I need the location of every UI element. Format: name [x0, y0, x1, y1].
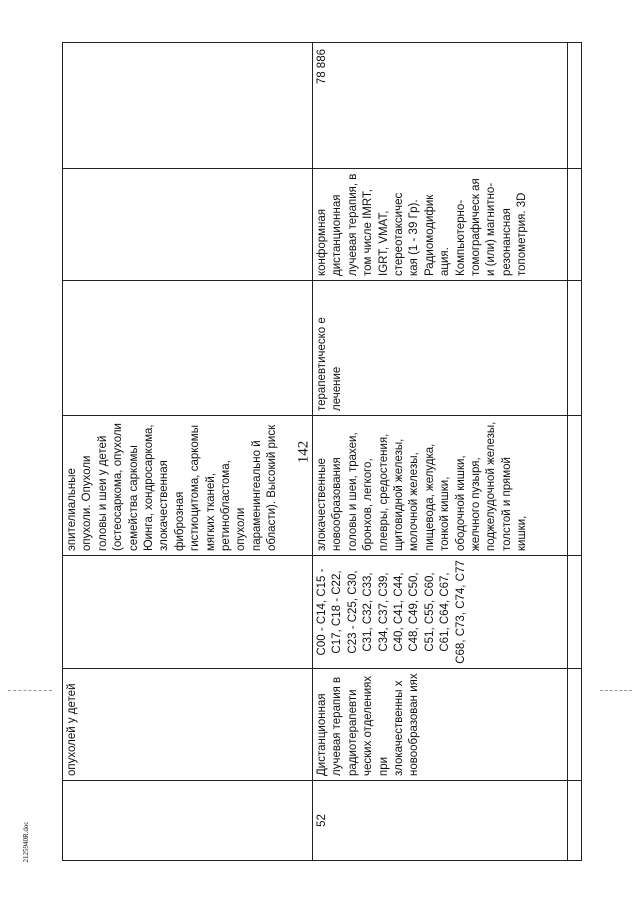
cost-value: 78 886	[313, 43, 568, 169]
table-row	[568, 43, 582, 861]
rotated-page	[62, 43, 601, 861]
table-cell	[63, 781, 313, 861]
treatment-type: терапевтическо е лечение	[313, 281, 568, 416]
row-number: 52	[313, 781, 568, 861]
page-number: 142	[295, 440, 312, 464]
treatment-method: конформная дистанционная лучевая терапия, в том числе IMRT, IGRT, VMAT, стереотаксичес кая (1 - 39 Гр). Радиомодифик ация. Компьютерно- томографическ ая и (или) магнитно- резонансная топометрия. 3D	[313, 169, 568, 281]
table-cell	[63, 169, 313, 281]
table-cell	[63, 43, 313, 169]
table-cell	[568, 281, 582, 416]
table-cell: эпителиальные опухоли. Опухоли головы и шеи у детей (остеосаркома, опухоли семейства саркомы Юинга, хондросаркома, злокачественная фиброзная гистиоцитома, саркомы мягких тканей, ретинобластома, опухоли параменингеально й области). Высокий риск	[63, 416, 313, 556]
table-cell	[63, 556, 313, 669]
margin-dash	[600, 690, 632, 691]
table-cell	[568, 781, 582, 861]
table-cell	[63, 281, 313, 416]
diagnosis: злокачественные новообразования головы и шеи, трахеи, бронхов, легкого, плевры, средостения, щитовидной железы, молочной железы, пищевода, желудка, тонкой кишки, ободочной кишки, желчного пузыря, поджелудочной железы, толстой и прямой кишки,	[313, 416, 568, 556]
table-row	[313, 43, 568, 861]
service-name: Дистанционная лучевая терапия в радиотерапевти ческих отделениях при злокачественны х новообразован иях	[313, 669, 568, 781]
icd-codes: C00 - C14, C15 - C17, C18 - C22, C23 - C25, C30, C31, C32, C33, C34, C37, C39, C40, C41, C44, C48, C49, C50, C51, C55, C60, C61, C64, C67, C68, C73, C74, C77	[313, 556, 568, 669]
table-cell	[568, 669, 582, 781]
file-id: 2125940R.doc	[22, 821, 30, 863]
table-cell: опухолей у детей	[63, 669, 313, 781]
table-cell	[568, 416, 582, 556]
services-table	[62, 42, 582, 861]
table-row	[63, 43, 313, 861]
margin-dash	[8, 690, 52, 691]
table-cell	[568, 556, 582, 669]
table-cell	[568, 43, 582, 169]
table-cell	[568, 169, 582, 281]
